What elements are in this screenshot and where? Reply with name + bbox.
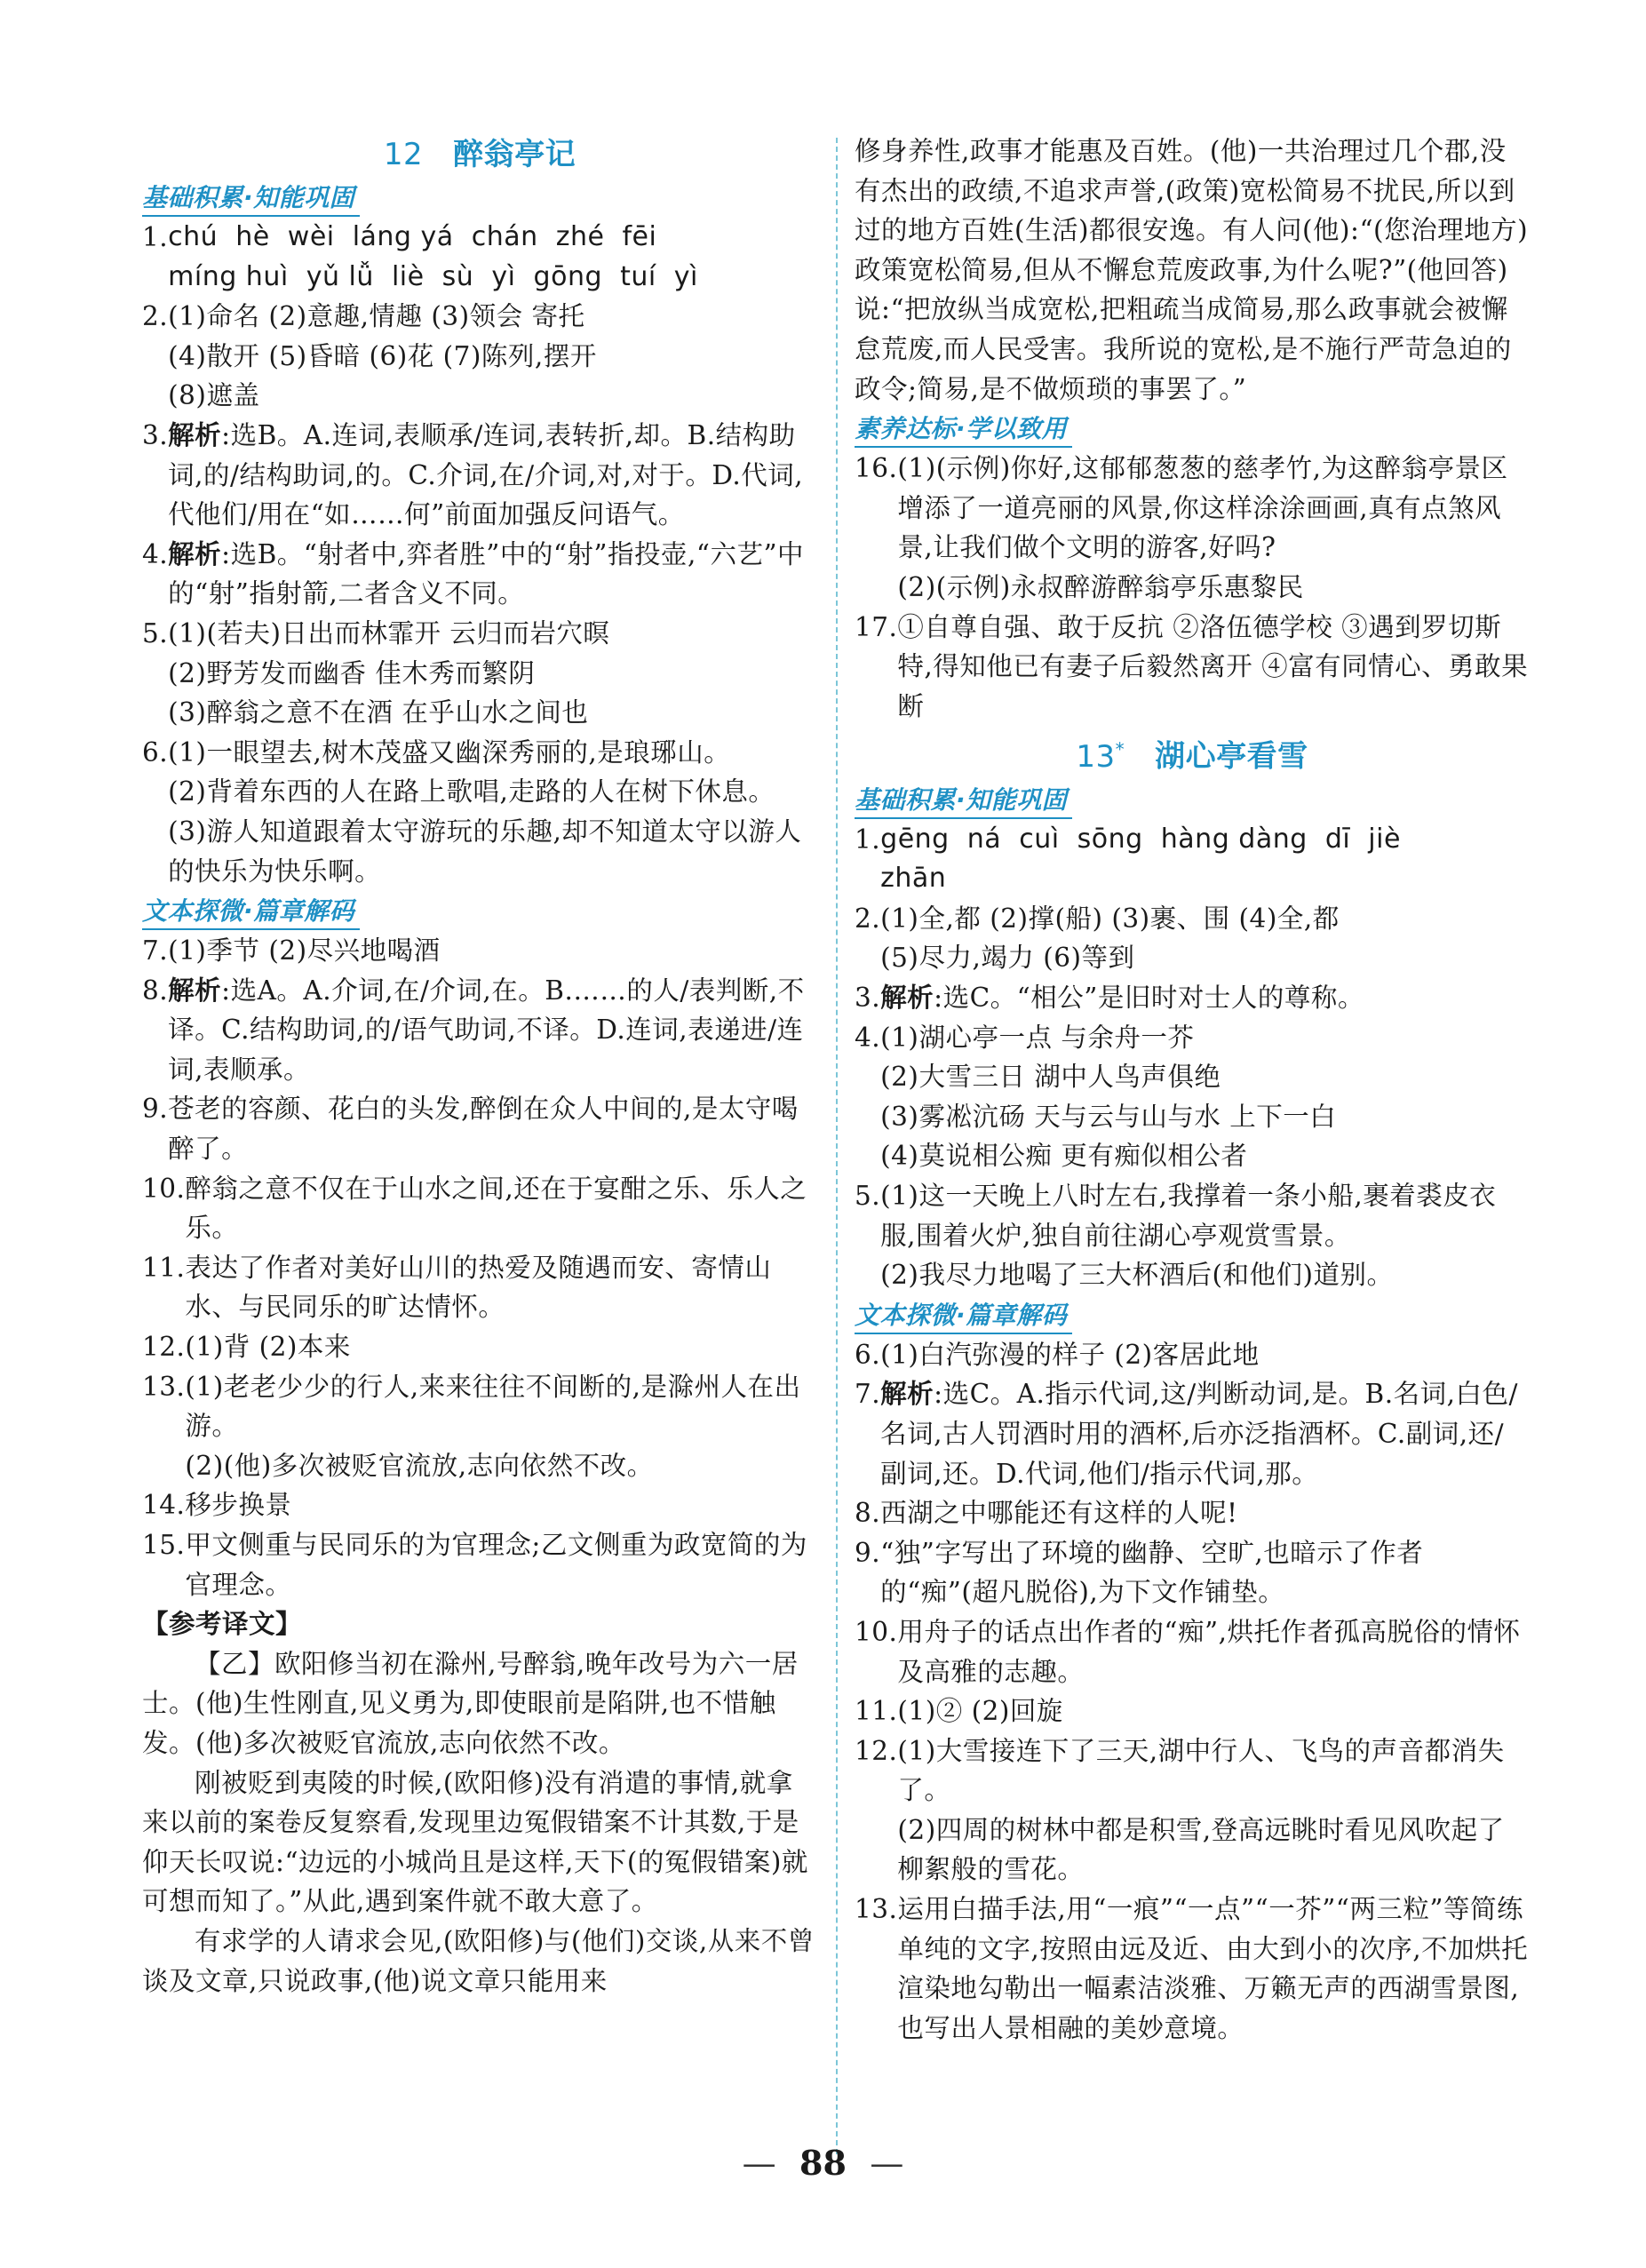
answer-item: 6. (1)白汽弥漫的样子 (2)客居此地 — [855, 1339, 1260, 1370]
translation-paragraph: 【乙】欧阳修当初在滁州,号醉翁,晚年改号为六一居士。(他)生性刚直,见义勇为,即使眼前是陷阱,也不惜触发。(他)多次被贬官流放,志向依然不改。 — [142, 1648, 799, 1758]
answer-item: 5. (1)(若夫)日出而林霏开 云归而岩穴暝 (2)野芳发而幽香 佳木秀而繁阴 (3)醉翁之意不在酒 在乎山水之间也 — [142, 617, 610, 728]
answer-item: 11. (1)② (2)回旋 — [855, 1696, 1063, 1727]
translation-continued: 修身养性,政事才能惠及百姓。(他)一共治理过几个郡,没有杰出的政绩,不追求声誉,(政策)宽松简易不扰民,所以到过的地方百姓(生活)都很安逸。有人问(他):“(您治理地方)政策宽松简易,但从不懈怠荒废政事,为什么呢?”(他回答)说:“把放纵当成宽松,把粗疏当成简易,那么政事就会被懈怠荒废,而人民受害。我所说的宽松,是不施行严苛急迫的政令;简易,是不做烦琐的事罢了。” — [855, 136, 1529, 404]
answer-item: 13. 运用白描手法,用“一痕”“一点”“一芥”“两三粒”等简练单纯的文字,按照由远及近、由大到小的次序,不加烘托渲染地勾勒出一幅素洁淡雅、万籁无声的西湖雪景图,也写出人景相融的美妙意境。 — [855, 1894, 1529, 2043]
answer-item: 9. “独”字写出了环境的幽静、空旷,也暗示了作者的“痴”(超凡脱俗),为下文作铺垫。 — [855, 1537, 1424, 1608]
answer-item: 12. (1)大雪接连下了三天,湖中行人、飞鸟的声音都消失了。 (2)四周的树林中都是积雪,登高远眺时看见风吹起了柳絮般的雪花。 — [855, 1735, 1505, 1885]
answer-item: 3. 解析:选B。A.连词,表顺承/连词,表转折,却。B.结构助词,的/结构助词,的。C.介词,在/介词,对,对于。D.代词,代他们/用在“如……何”前面加强反问语气。 — [142, 418, 804, 530]
reference-translation-label: 【参考译文】 — [142, 1608, 303, 1640]
answer-item: 15. 甲文侧重与民同乐的为官理念;乙文侧重为政宽简的为官理念。 — [142, 1530, 807, 1600]
answer-item: 4. (1)湖心亭一点 与余舟一芥 (2)大雪三日 湖中人鸟声俱绝 (3)雾凇沆砀 天与云与山与水 上下一白 (4)莫说相公痴 更有痴似相公者 — [855, 1022, 1337, 1172]
answer-item: 4. 解析:选B。“射者中,弈者胜”中的“射”指投壶,“六艺”中的“射”指射箭,二者含义不同。 — [142, 537, 805, 609]
answer-item: 6. (1)一眼望去,树木茂盛又幽深秀丽的,是琅琊山。 (2)背着东西的人在路上歌唱,走路的人在树下休息。 (3)游人知道跟着太守游玩的乐趣,却不知道太守以游人的快乐为快乐啊。 — [142, 736, 802, 887]
answer-item: 14. 移步换景 — [142, 1490, 292, 1521]
answer-item: 8. 解析:选A。A.介词,在/介词,在。B.……的人/表判断,不译。C.结构助词,的/语气助词,不译。D.连词,表递进/连词,表顺承。 — [142, 974, 805, 1085]
answer-item: 2. (1)全,都 (2)撑(船) (3)裹、围 (4)全,都 (5)尽力,竭力 (6)等到 — [855, 903, 1340, 974]
answer-item: 3. 解析:选C。“相公”是旧时对士人的尊称。 — [855, 982, 1364, 1014]
answer-item: 9. 苍老的容颜、花白的头发,醉倒在众人中间的,是太守喝醉了。 — [142, 1094, 799, 1165]
answer-item: 10. 醉翁之意不仅在于山水之间,还在于宴酣之乐、乐人之乐。 — [142, 1173, 807, 1244]
lesson-title-13: 13* 湖心亭看雪 — [1076, 738, 1308, 775]
answer-item: 10. 用舟子的话点出作者的“痴”,烘托作者孤高脱俗的情怀及高雅的志趣。 — [855, 1616, 1521, 1687]
answer-item: 12. (1)背 (2)本来 — [142, 1332, 351, 1363]
right-column — [855, 131, 1530, 2048]
lesson-title-12: 12 醉翁亭记 — [383, 137, 576, 172]
answer-item: 17. ①自尊自强、敢于反抗 ②洛伍德学校 ③遇到罗切斯特,得知他已有妻子后毅然离开 ④富有同情心、勇敢果断 — [855, 611, 1529, 721]
column-divider — [836, 138, 838, 2154]
answer-item: 13. (1)老老少少的行人,来来往往不间断的,是滁州人在出游。 (2)(他)多次被贬官流放,志向依然不改。 — [142, 1371, 801, 1481]
left-column — [142, 131, 817, 2001]
section-header: 文本探微·篇章解码 — [142, 895, 360, 930]
answer-item: 2. (1)命名 (2)意趣,情趣 (3)领会 寄托 (4)散开 (5)昏暗 (6)花 (7)陈列,摆开 (8)遮盖 — [142, 301, 597, 411]
answer-item: 16. (1)(示例)你好,这郁郁葱葱的慈孝竹,为这醉翁亭景区增添了一道亮丽的风景,你这样涂涂画画,真有点煞风景,让我们做个文明的游客,好吗? (2)(示例)永叔醉游醉翁亭乐惠黎民 — [855, 453, 1508, 602]
translation-paragraph: 刚被贬到夷陵的时候,(欧阳修)没有消遣的事情,就拿来以前的案卷反复察看,发现里边冤假错案不计其数,于是仰天长叹说:“边远的小城尚且是这样,天下(的冤假错案)就可想而知了。”从此,遇到案件就不敢大意了。 — [142, 1767, 808, 1917]
answer-item: 11. 表达了作者对美好山川的热爱及随遇而安、寄情山水、与民同乐的旷达情怀。 — [142, 1252, 772, 1323]
answer-item: 7. (1)季节 (2)尽兴地喝酒 — [142, 935, 441, 967]
section-header: 文本探微·篇章解码 — [855, 1299, 1072, 1334]
section-header: 基础积累·知能巩固 — [142, 181, 360, 217]
answer-item: 8. 西湖之中哪能还有这样的人呢! — [855, 1498, 1238, 1529]
answer-item: 1. chú hè wèi láng yá chán zhé fēi míng huì yǔ lǚ liè sù yì gōng tuí yì — [142, 221, 698, 292]
page-number: — 88 — — [742, 2143, 904, 2183]
section-header: 素养达标·学以致用 — [855, 412, 1072, 448]
answer-item: 1. gēng ná cuì sōng hàng dàng dī jiè zhān — [855, 823, 1401, 895]
answer-item: 7. 解析:选C。A.指示代词,这/判断动词,是。B.名词,白色/名词,古人罚酒时用的酒杯,后亦泛指酒杯。C.副词,还/副词,还。D.代词,他们/指示代词,那。 — [855, 1378, 1518, 1489]
section-header: 基础积累·知能巩固 — [855, 784, 1072, 819]
answer-item: 5. (1)这一天晚上八时左右,我撑着一条小船,裹着裘皮衣服,围着火炉,独自前往湖心亭观赏雪景。 (2)我尽力地喝了三大杯酒后(和他们)道别。 — [855, 1180, 1497, 1291]
translation-paragraph: 有求学的人请求会见,(欧阳修)与(他们)交谈,从来不曾谈及文章,只说政事,(他)说文章只能用来 — [142, 1925, 815, 1996]
